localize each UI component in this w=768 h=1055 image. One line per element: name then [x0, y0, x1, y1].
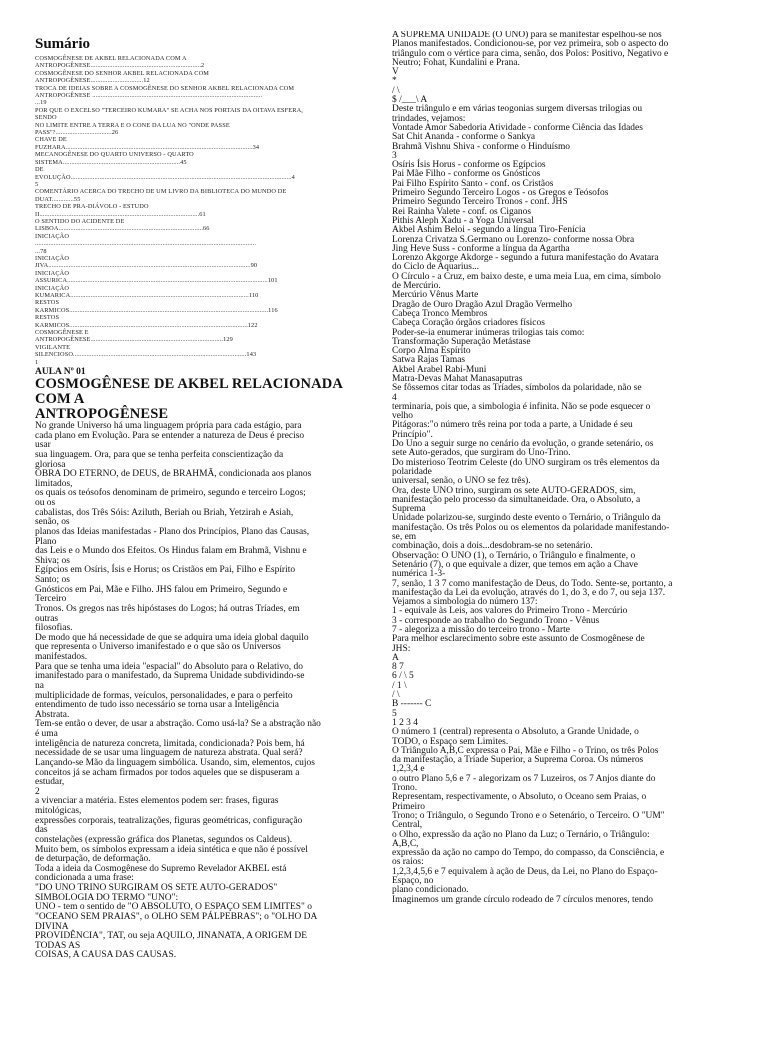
body-text-line: Do misterioso Teotrim Celeste (do UNO surgiram os três elementos da	[392, 457, 660, 468]
body-text-line: Pai Filho Espírito Santo - conf. os Cristãos	[392, 178, 554, 189]
toc-entry-line: KARMICOS.....................................................................................................................116	[35, 306, 278, 314]
body-text-line: Shiva; os	[35, 555, 70, 566]
article-heading-line-2: ANTROPOGÊNESE	[35, 406, 169, 423]
body-text-line: No grande Universo há uma linguagem própria para cada estágio, para	[35, 421, 302, 432]
body-text-line: A,B,C,	[392, 838, 419, 849]
body-text-line: Akbel Arabel Rabi-Muni	[392, 364, 487, 375]
body-text-line: o outro Plano 5,6 e 7 - alegorizam os 7 Luzeiros, os 7 Anjos diante do	[392, 773, 656, 784]
body-text-line: Unidade polarizou-se, surgindo deste evento o Ternário, o Triângulo da	[392, 513, 661, 524]
body-text-line: Jing Heve Suss - conforme a língua da Agartha	[392, 243, 570, 254]
body-text-line: manifestados.	[35, 652, 88, 663]
body-text-line: planos das Ideias manifestadas - Plano dos Princípios, Plano das Causas,	[35, 526, 310, 537]
body-text-line: Abstrata.	[35, 709, 70, 720]
body-text-line: Se fôssemos citar todas as Tríades, símbolos da polaridade, não se	[392, 383, 642, 394]
body-text-line: que representa o Universo imanifestado e o que são os Universos	[35, 642, 281, 653]
body-text-line: Corpo Alma Espírito	[392, 346, 471, 357]
toc-entry-line: INICIAÇÃO	[35, 284, 70, 292]
body-text-line: Plano	[35, 536, 57, 547]
toc-entry-line: ANTROPOGÊNESE...............................12	[35, 77, 150, 85]
body-text-line: Cabeça Tronco Membros	[392, 308, 488, 319]
body-text-line: Poder-se-ia enumerar inúmeras trilogias tais como:	[392, 327, 585, 338]
body-text-line: inteligência de natureza concreta, limitada, condicionada? Pois bem, há	[35, 738, 305, 749]
body-text-line: Espaço, no	[392, 876, 434, 887]
body-text-line: expressão da ação no campo do Tempo, do compasso, da Consciência, e	[392, 848, 665, 859]
toc-entry-line: KUMARICA.........................................................................................................110	[35, 292, 259, 299]
body-text-line: os quais os teósofos denominam de primeiro, segundo e terceiro Logos;	[35, 488, 306, 499]
toc-entry-line: MECANOGÊNESE DO QUARTO UNIVERSO - QUARTO	[35, 151, 194, 159]
toc-entry-line: ANTROPOGÊNESE..............................................................................129	[35, 336, 233, 344]
body-text-line: 1 2 3 4	[392, 717, 418, 728]
body-text-line: senão, os	[35, 517, 70, 528]
body-text-line: Primeiro Segundo Terceiro Logos - os Gregos e Teósofos	[392, 188, 609, 199]
body-text-line: Central,	[392, 820, 423, 831]
body-text-line: sete Auto-gerados, que surgiram do Uno-Trino.	[392, 448, 571, 459]
body-text-line: 7, senão, 1 3 7 como manifestação de Deus, do Todo. Sente-se, portanto, a	[392, 578, 673, 589]
toc-entry-line: INICIAÇÃO	[35, 269, 70, 277]
body-text-line: Do Uno a seguir surge no cenário da evolução, o grande setenário, os	[392, 439, 654, 450]
toc-entry-line: ...19	[35, 99, 47, 107]
article-body-left	[35, 422, 370, 961]
body-text-line: $ /___\ A	[392, 95, 428, 106]
body-text-line: / \	[392, 690, 400, 701]
body-text-line: 5	[392, 708, 397, 719]
body-text-line: do Ciclo de Aquarius...	[392, 262, 480, 273]
body-text-line: trindades, vejamos:	[392, 113, 466, 124]
toc-entry-line: SISTEMA.....................................................................45	[35, 158, 187, 166]
body-text-line: TODAS AS	[35, 940, 81, 951]
body-text-line: 8 7	[392, 662, 404, 673]
toc-entry-line: ANTROPOGÊNESE.................................................................2	[35, 62, 205, 70]
body-text-line: da manifestação, a Tríade Superior, a Suprema Coroa. Os números	[392, 755, 644, 766]
body-text-line: A SUPREMA UNIDADE (O UNO) para se manifestar espelhou-se nos	[392, 31, 662, 40]
body-text-line: cada plano em Evolução. Para se entender a natureza de Deus é preciso	[35, 430, 305, 441]
body-text-line: O número 1 (central) representa o Absoluto, a Grande Unidade, o	[392, 727, 639, 738]
toc-entry-line: PASS"?.................................26	[35, 129, 119, 137]
body-text-line: 3 - corresponde ao trabalho do Segundo Trono - Vênus	[392, 615, 600, 626]
body-text-line: Tronos. Os gregos nas três hipóstases do Logos; há outras Tríades, em	[35, 603, 300, 614]
body-text-line: constelações (expressão gráfica dos Planetas, segundos os Caldeus).	[35, 834, 293, 845]
body-text-line: estudar,	[35, 777, 65, 788]
toc-entry-line: II..............................................................................................61	[35, 210, 206, 218]
body-text-line: Santo; os	[35, 575, 70, 586]
toc-entry-line: SILENCIOSO......................................................................................................143	[35, 351, 257, 359]
body-text-line: O Triângulo A,B,C expressa o Pai, Mãe e Filho - o Trino, os três Polos	[392, 745, 659, 756]
toc-entry-line: JIVA.......................................................................................................................90	[35, 262, 258, 270]
body-text-line: TODO, o Espaço sem Limites.	[392, 736, 509, 747]
body-text-line: Imaginemos um grande círculo rodeado de 7 círculos menores, tendo	[392, 894, 654, 905]
body-text-line: Terceiro	[35, 594, 67, 605]
body-text-line: ou os	[35, 498, 56, 509]
toc-entry-line: ...78	[35, 247, 47, 255]
body-text-line: outras	[35, 613, 59, 624]
body-text-line: Osíris Ísis Horus - conforme os Egípcios	[392, 160, 546, 171]
body-text-line: filosofias.	[35, 623, 73, 634]
body-text-line: Setenário (7), o que equivale a dizer, que temos em ação a Chave	[392, 559, 638, 570]
body-text-line: 3	[392, 150, 397, 161]
body-text-line: V	[392, 67, 399, 78]
body-text-line: das Leis e o Mundo dos Efeitos. Os Hindus falam em Brahmã, Vishnu e	[35, 546, 307, 557]
toc-entry-line: VIGILANTE	[35, 343, 71, 351]
toc-entry-line: RESTOS	[35, 299, 60, 307]
toc-entry-line: TRECHO DE PRA-DIÁVOLO - ESTUDO	[35, 203, 149, 211]
body-text-line: Princípio".	[392, 429, 433, 440]
table-of-contents	[35, 55, 370, 366]
body-text-line: polaridade	[392, 466, 432, 477]
body-text-line: 1,2,3,4,5,6 e 7 equivalem à ação de Deus, da Lei, no Plano do Espaço-	[392, 866, 658, 877]
body-text-line: Muito bem, os símbolos expressam a ideia sintética e que não é possível	[35, 844, 308, 855]
body-text-line: combinação, dois a dois...desdobram-se no setenário.	[392, 541, 593, 552]
body-text-line: Suprema	[392, 504, 426, 515]
toc-entry-line: INICIAÇÃO	[35, 232, 70, 240]
body-text-line: *	[392, 76, 397, 87]
toc-entry-line: LISBOA.....................................................................................66	[35, 225, 210, 233]
body-text-line: Planos manifestados. Condicionou-se, por vez primeira, sob o aspecto do	[392, 39, 669, 50]
body-text-line: Pitágoras:"o número três reina por toda a parte, a Unidade é seu	[392, 420, 633, 431]
toc-entry-line: ANTROPOGÊNESE ....................................................................................................	[35, 92, 263, 100]
body-text-line: Para melhor esclarecimento sobre este assunto de Cosmogênese de	[392, 634, 645, 645]
body-text-line: Pithis Aleph Xadu - a Yoga Universal	[392, 215, 534, 226]
body-text-line: conceitos já se acham firmados por todos aqueles que se dispuseram a	[35, 767, 300, 778]
body-text-line: Vontade Amor Sabedoria Atividade - conforme Ciência das Idades	[392, 122, 643, 133]
body-text-line: 2	[35, 786, 40, 797]
toc-entry-line: ..................................................................................................................................	[35, 240, 257, 248]
body-text-line: na	[35, 680, 44, 691]
body-text-line: "DO UNO TRINO SURGIRAM OS SETE AUTO-GERADOS"	[35, 883, 278, 894]
body-text-line: PROVIDÊNCIA", TAT, ou seja AQUILO, JINANATA, A ORIGEM DE	[35, 931, 307, 942]
body-text-line: plano condicionado.	[392, 885, 469, 896]
toc-entry-line: COSMOGÊNESE E	[35, 329, 89, 337]
body-text-line: 7 - alegoriza a missão do terceiro trono - Marte	[392, 625, 570, 635]
body-text-line: De modo que há necessidade de que se adquira uma ideia global daquilo	[35, 632, 309, 643]
body-text-line: JHS:	[392, 643, 411, 654]
toc-entry-line: KARMICOS.........................................................................................................122	[35, 321, 258, 329]
body-text-line: Representam, respectivamente, o Absoluto, o Oceano sem Praias, o	[392, 792, 647, 803]
toc-entry-line: EVOLUÇÃO..................................................................................................................................4	[35, 173, 295, 181]
body-text-line: cabalistas, dos Três Sóis: Aziluth, Beriah ou Briah, Yetzirah e Asiah,	[35, 507, 294, 518]
body-text-line: Toda a ideia da Cosmogênese do Supremo Revelador AKBEL está	[35, 863, 287, 874]
body-text-line: Deste triângulo e em várias teogonias surgem diversas trilogias ou	[392, 104, 643, 115]
body-text-line: limitados,	[35, 478, 73, 489]
body-text-line: Egípcios em Osíris, Ísis e Horus; os Cristãos em Pai, Filho e Espírito	[35, 565, 296, 576]
body-text-line: mitológicas,	[35, 806, 82, 817]
body-text-line: a vivenciar a matéria. Estes elementos podem ser: frases, figuras	[35, 796, 279, 807]
body-text-line: Pai Mãe Filho - conforme os Gnósticos	[392, 169, 541, 180]
body-text-line: o Olho, expressão da ação no Plano da Luz; o Ternário, o Triângulo:	[392, 829, 650, 840]
body-text-line: de deturpação, de deformação.	[35, 854, 151, 865]
body-text-line: A	[392, 652, 399, 663]
body-text-line: 1,2,3,4 e	[392, 764, 425, 775]
body-text-line: Lançando-se Mão da linguagem simbólica. Usando, sim, elementos, cujos	[35, 757, 315, 768]
body-text-line: manifestação pelo processo da simultaneidade. Ora, o Absoluto, a	[392, 494, 641, 505]
body-text-line: condicionada a uma frase:	[35, 873, 134, 884]
body-text-line: / 1 \	[392, 680, 407, 691]
body-text-line: terminaria, pois que, a simbologia é infinita. Não se pode esquecer o	[392, 401, 651, 412]
toc-entry-line: COMENTÁRIO ACERCA DO TRECHO DE UM LIVRO DA BIBLIOTECA DO MUNDO DE	[35, 188, 287, 196]
body-text-line: se, em	[392, 532, 417, 543]
body-text-line: Neutro; Fohat, Kundalini e Prana.	[392, 57, 520, 68]
body-text-line: Lorenza Crivatza S.Germano ou Lorenzo- conforme nossa Obra	[392, 234, 635, 245]
body-text-line: Para que se tenha uma ideia "espacial" do Absoluto para o Relativo, do	[35, 661, 303, 672]
body-text-line: Transformação Superação Metástase	[392, 336, 531, 347]
body-text-line: COISAS, A CAUSA DAS CAUSAS.	[35, 950, 177, 961]
toc-entry-line: RESTOS	[35, 314, 60, 322]
body-text-line: Matra-Devas Mahat Manasaputras	[392, 373, 523, 384]
body-text-line: manifestação. Os três Polos ou os elementos da polaridade manifestando-	[392, 522, 670, 533]
body-text-line: Trono.	[392, 783, 418, 794]
body-text-line: Primeiro	[392, 801, 426, 812]
body-text-line: OBRA DO ETERNO, de DEUS, de BRAHMÃ, condicionada aos planos	[35, 469, 312, 480]
toc-entry-line: 1	[35, 358, 39, 366]
body-text-line: usar	[35, 440, 51, 451]
toc-entry-line: COSMOGÊNESE DE AKBEL RELACIONADA COM A	[35, 55, 187, 62]
body-text-line: Trono; o Triângulo, o Segundo Trono e o Setenário, o Terceiro. O "UM"	[392, 810, 665, 821]
body-text-line: universal, senão, o UNO se fez três).	[392, 476, 531, 487]
article-body-right	[392, 31, 732, 905]
body-text-line: expressões corporais, teatralizações, figuras geométricas, configuração	[35, 815, 303, 826]
toc-entry-line: DUAT.............55	[35, 195, 81, 203]
toc-entry-line: INICIAÇÃO	[35, 254, 70, 262]
toc-title: Sumário	[35, 36, 91, 52]
toc-entry-line: O SENTIDO DO ACIDENTE DE	[35, 217, 125, 225]
body-text-line: Sat Chit Ananda - conforme o Sankya	[392, 132, 536, 143]
body-text-line: Observação: O UNO (1), o Ternário, o Triângulo e finalmente, o	[392, 550, 636, 561]
body-text-line: Tem-se então o dever, de usar a abstração. Como usá-la? Se a abstração não	[35, 719, 321, 730]
body-text-line: é uma	[35, 729, 58, 740]
toc-entry-line: POR QUE O EXCELSO "TERCEIRO KUMARA" SE ACHA NOS PORTAIS DA OITAVA ESFERA,	[35, 106, 303, 114]
body-text-line: manifestação da Lei da evolução, através do 1, do 3, e do 7, ou seja 137.	[392, 587, 666, 598]
body-text-line: Brahmã Vishnu Shiva - conforme o Hinduísmo	[392, 141, 571, 152]
body-text-line: Mercúrio Vênus Marte	[392, 290, 479, 301]
body-text-line: 1 - equivale às Leis, aos valores do Primeiro Trono - Mercúrio	[392, 606, 628, 617]
body-text-line: Vejamos a simbologia do número 137:	[392, 597, 538, 608]
body-text-line: DIVINA	[35, 921, 69, 932]
body-text-line: / \	[392, 85, 400, 96]
body-text-line: O Círculo - a Cruz, em baixo deste, e uma meia Lua, em cima, símbolo	[392, 271, 661, 282]
toc-entry-line: COSMOGÊNESE DO SENHOR AKBEL RELACIONADA COM	[35, 69, 209, 77]
toc-entry-line: TROCA DE IDEIAS SOBRE A COSMOGÊNESE DO SENHOR AKBEL RELACIONADA COM	[35, 84, 295, 92]
body-text-line: SIMBOLOGIA DO TERMO "UNO":	[35, 892, 179, 903]
body-text-line: UNO - tem o sentido de "O ABSOLUTO, O ESPAÇO SEM LIMITES" o	[35, 902, 312, 913]
toc-entry-line: NO LIMITE ENTRE A TERRA E O CONE DA LUA NO "ONDE PASSE	[35, 121, 230, 129]
body-text-line: necessidade de se usar uma linguagem de natureza abstrata. Qual será?	[35, 748, 303, 759]
body-text-line: imanifestado para o manifestado, da Suprema Unidade subdividindo-se	[35, 671, 305, 682]
body-text-line: Dragão de Ouro Dragão Azul Dragão Vermelho	[392, 299, 573, 310]
toc-entry-line: 5	[35, 180, 39, 188]
toc-entry-line: FUZHARA..............................................................................................................34	[35, 143, 260, 151]
body-text-line: 6 / \ 5	[392, 671, 414, 682]
right-column	[392, 31, 732, 1055]
toc-entry-line: ASSURICA......................................................................................................................101	[35, 277, 278, 285]
body-text-line: das	[35, 825, 48, 836]
body-text-line: numérica 1-3-	[392, 569, 446, 580]
body-text-line: Cabeça Coração órgãos criadores físicos	[392, 318, 545, 329]
body-text-line: entendimento de tudo isso necessário se torna usar a Inteligência	[35, 700, 279, 711]
body-text-line: Lorenzo Akgorge Akdorge - segundo a futura manifestação do Avatara	[392, 253, 659, 264]
body-text-line: multiplicidade de formas, veículos, personalidades, e para o perfeito	[35, 690, 293, 701]
body-text-line: Gnósticos em Pai, Mãe e Filho. JHS falou em Primeiro, Segundo e	[35, 584, 288, 595]
body-text-line: os raios:	[392, 857, 424, 868]
body-text-line: de Mercúrio.	[392, 281, 441, 292]
body-text-line: Satwa Rajas Tamas	[392, 355, 466, 366]
left-column	[35, 0, 370, 1024]
body-text-line: sua linguagem. Ora, para que se tenha perfeita conscientização da	[35, 449, 284, 460]
body-text-line: gloriosa	[35, 459, 66, 470]
body-text-line: Akbel Ashim Beloi - segundo a língua Tiro-Fenícia	[392, 225, 586, 236]
toc-entry-line: CHAVE DE	[35, 136, 67, 144]
body-text-line: Ora, deste UNO trino, surgiram os sete AUTO-GERADOS, sim,	[392, 485, 636, 496]
body-text-line: B ------- C	[392, 699, 432, 710]
toc-entry-line: DE	[35, 166, 44, 174]
body-text-line: Primeiro Segundo Terceiro Tronos - conf. JHS	[392, 197, 568, 208]
body-text-line: 4	[392, 392, 397, 403]
body-text-line: velho	[392, 411, 413, 422]
article-heading-line-1: COSMOGÊNESE DE AKBEL RELACIONADA COM A	[35, 376, 343, 408]
body-text-line: Rei Rainha Valete - conf. os Ciganos	[392, 206, 531, 217]
lesson-number: AULA Nº 01	[35, 367, 86, 378]
toc-entry-line: SENDO	[35, 114, 57, 122]
body-text-line: triângulo com o vértice para cima, senão, dos Polos: Positivo, Negativo e	[392, 48, 669, 59]
body-text-line: "OCEANO SEM PRAIAS", o OLHO SEM PÁLPEBRAS"; o "OLHO DA	[35, 911, 318, 922]
